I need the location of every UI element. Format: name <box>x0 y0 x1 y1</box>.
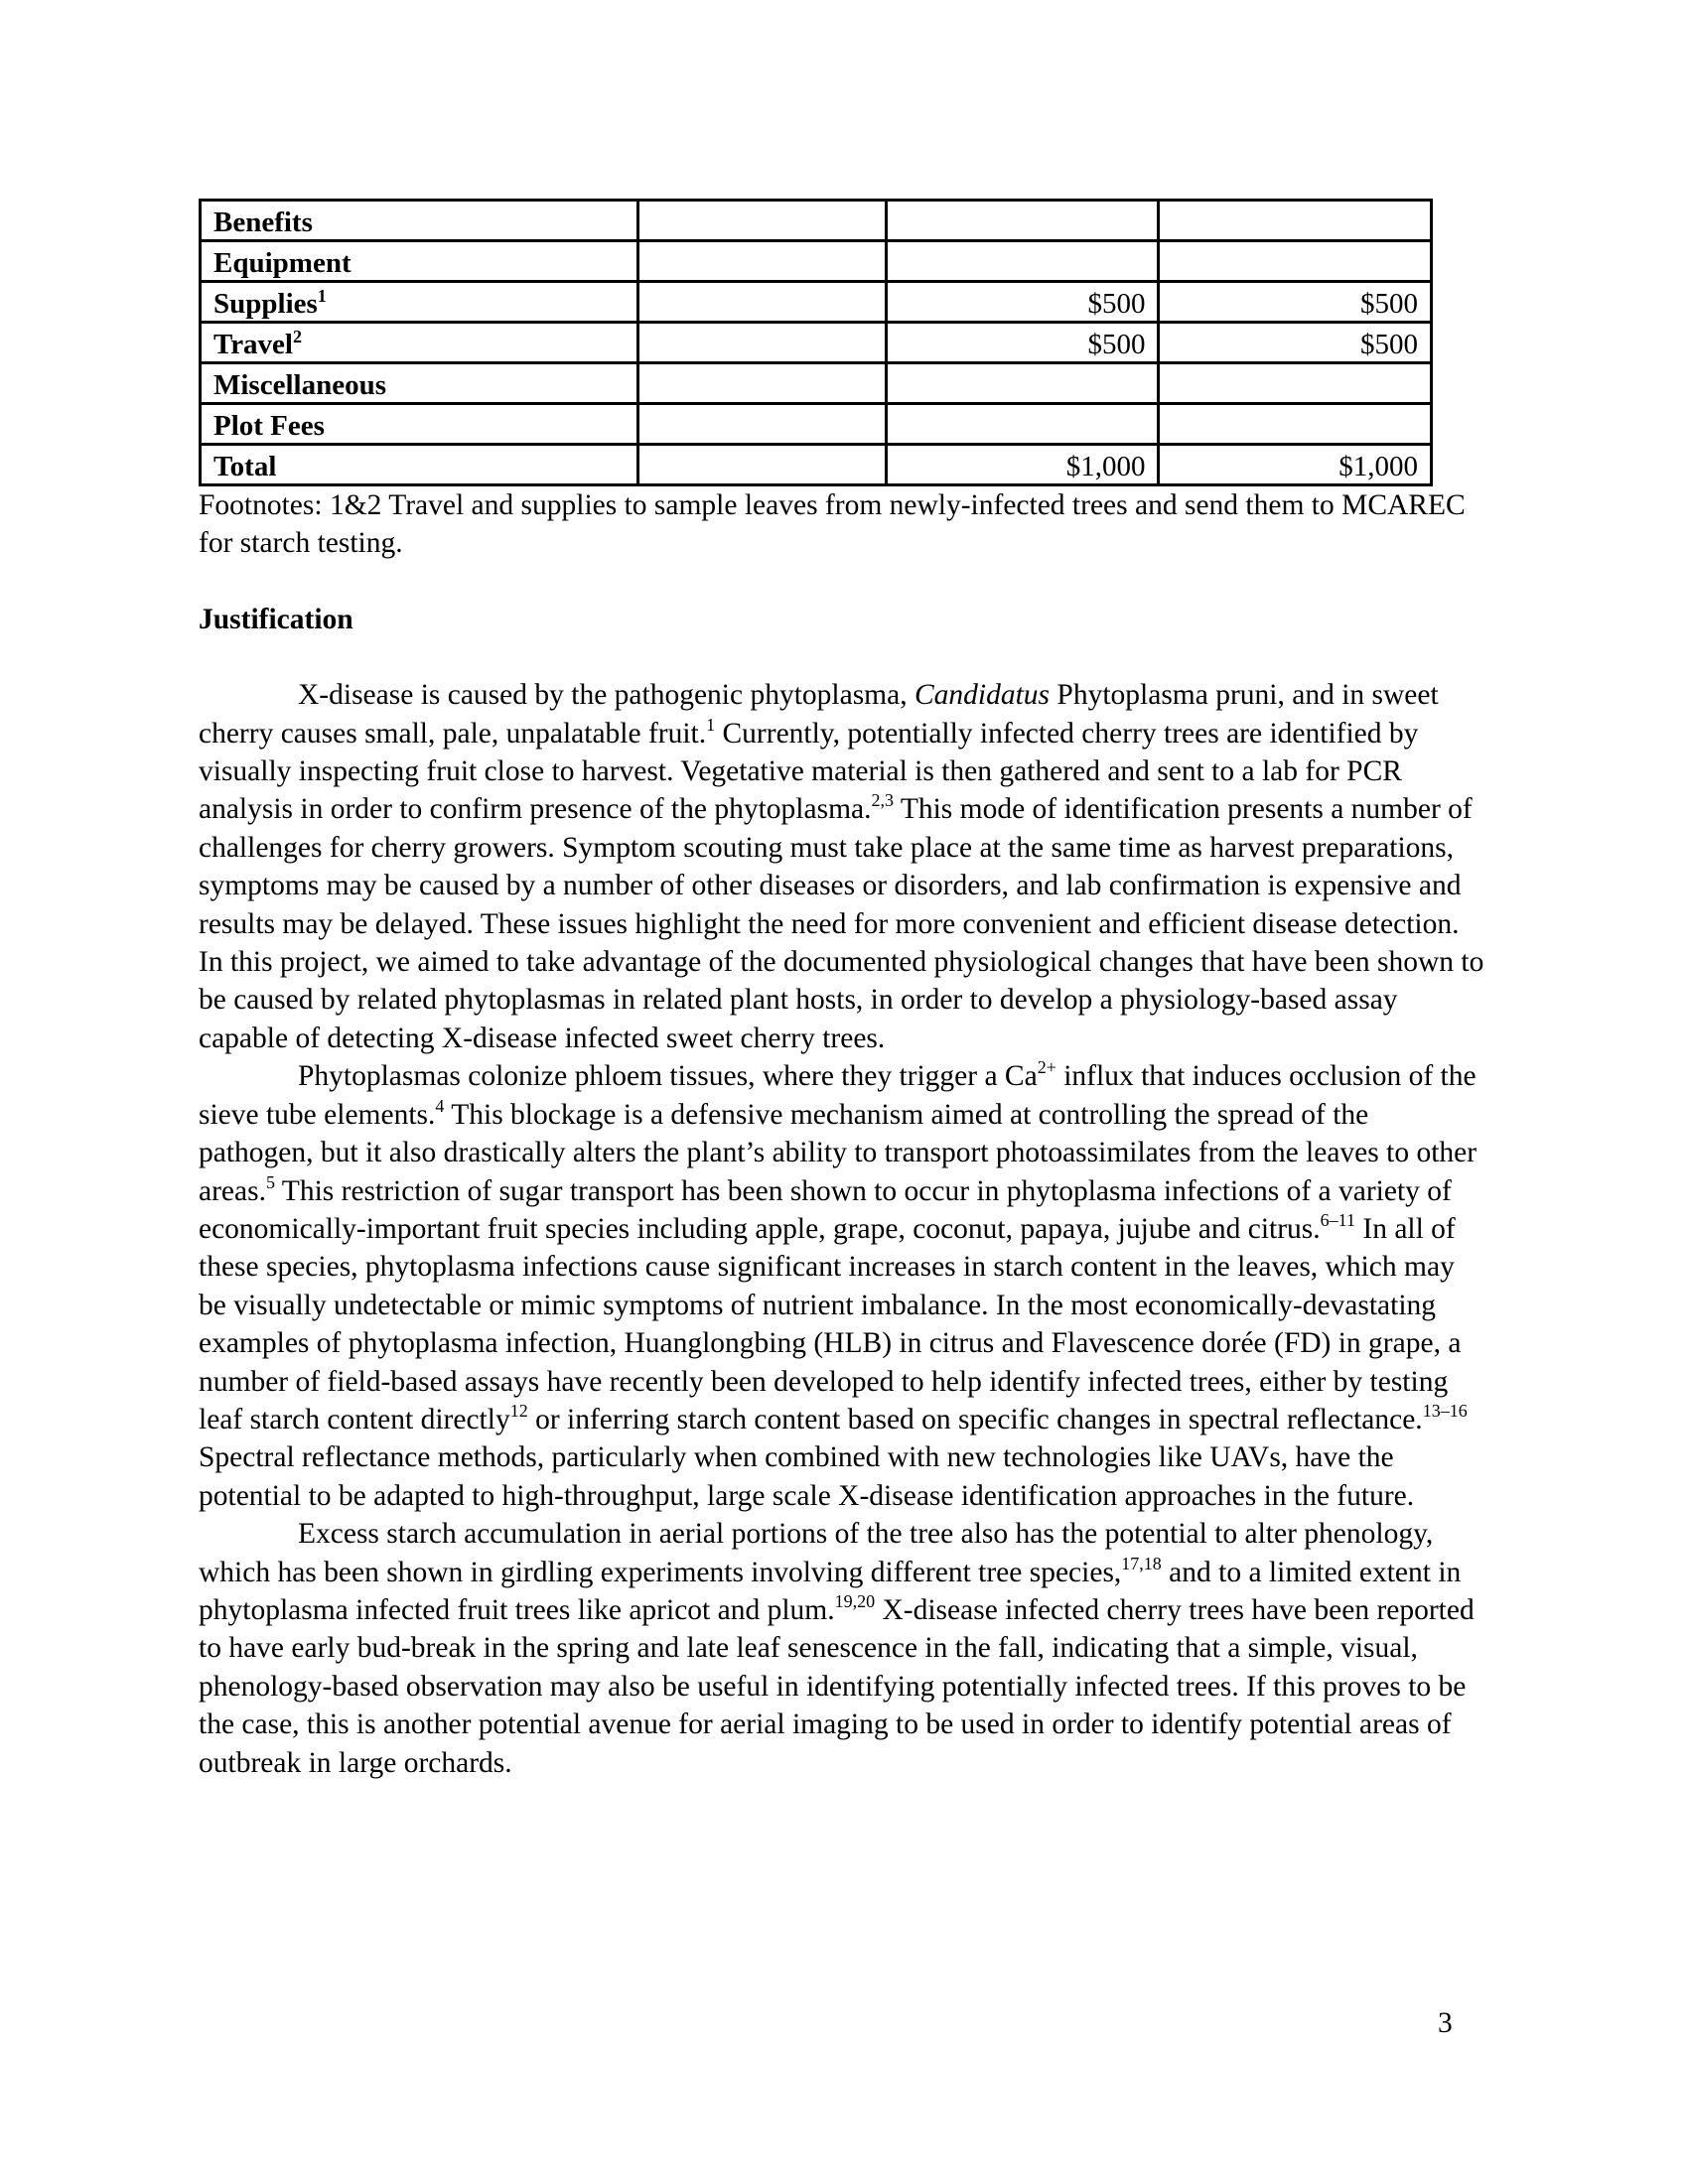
section-heading: Justification <box>199 603 353 635</box>
paragraph-2: Phytoplasmas colonize phloem tissues, where they trigger a $Ca^{2+}$ influx that induces occlusion of the sieve tube elements.$^4$ This blockage is a defensive mechanism aimed at controlling the spread of the pathogen, but it also drastically alters the plant’s ability to transport photoassimilates from the leaves to other areas.$^5$ This restriction of sugar transport has been shown to occur in phytoplasma infections of a variety of economically-important fruit species including apple, grape, coconut, papaya, jujube and citrus.$^{6-11}$ In all of these species, phytoplasma infections cause significant increases in starch content in the leaves, which may be visually undetectable or mimic symptoms of nutrient imbalance. In the most economically-devastating examples of phytoplasma infection, Huanglongbing (HLB) in citrus and Flavescence dorée (FD) in grape, a number of field-based assays have recently been developed to help identify infected trees, either by testing leaf starch content directly$^{12}$ or inferring starch content based on specific changes in spectral reflectance.$^{13-16}$ Spectral reflectance methods, particularly when combined with new technologies like UAVs, have the potential to be adapted to high-throughput, large scale X-disease identification approaches in the future. <box>199 1057 1477 1512</box>
paragraph-1: X-disease is caused by the pathogenic phytoplasma, Candidatus Phytoplasma pruni, and in sweet cherry causes small, pale, unpalatable fruit.$^1$ Currently, potentially infected cherry trees are identified by visually inspecting fruit close to harvest. Vegetative material is then gathered and sent to a lab for PCR analysis in order to confirm presence of the phytoplasma.$^{2,3}$ This mode of identification presents a number of challenges for cherry growers. Symptom scouting must take place at the same time as harvest preparations, symptoms may be caused by a number of other diseases or disorders, and lab confirmation is expensive and results may be delayed. These issues highlight the need for more convenient and efficient disease detection. In this project, we aimed to take advantage of the documented physiological changes that have been shown to be caused by related phytoplasmas in related plant hosts, in order to develop a physiology-based assay capable of detecting X-disease infected sweet cherry trees. <box>199 679 1484 1054</box>
row-label: Travel$^2$ <box>201 323 638 363</box>
table-row <box>201 363 1432 404</box>
row-label: Plot Fees <box>201 404 638 445</box>
footnote-marker: 2 <box>293 327 302 346</box>
table-cell: $500 <box>1159 282 1432 323</box>
superscript: 2+ <box>1037 1057 1056 1078</box>
table-cell: $1,000 <box>887 445 1159 485</box>
table-cell <box>1159 241 1432 282</box>
footnote-marker: 1 <box>317 286 327 306</box>
table-row <box>201 241 1432 282</box>
row-label: Total <box>201 445 638 485</box>
paragraph-3: Excess starch accumulation in aerial portions of the tree also has the potential to alter phenology, which has been shown in girdling experiments involving different tree species,$^{17,18}$ and to a limited extent in phytoplasma infected fruit trees like apricot and plum.$^{19,20}$ X-disease infected cherry trees have been reported to have early bud-break in the spring and late leaf senescence in the fall, indicating that a simple, visual, phenology-based observation may also be useful in identifying potentially infected trees. If this proves to be the case, this is another potential avenue for aerial imaging to be used in order to identify potential areas of outbreak in large orchards. <box>199 1518 1475 1779</box>
row-label: Benefits <box>201 201 638 241</box>
citation: 17,18 <box>1121 1553 1162 1573</box>
row-label: Miscellaneous <box>201 363 638 404</box>
citation: 4 <box>435 1095 445 1116</box>
citation: 19,20 <box>834 1590 876 1611</box>
table-row <box>201 282 1432 323</box>
citation: 5 <box>265 1171 275 1192</box>
table-cell <box>638 404 887 445</box>
table-cell: $500 <box>1159 323 1432 363</box>
italic-term: Candidatus <box>914 679 1051 712</box>
row-label: Equipment <box>201 241 638 282</box>
table-row <box>201 404 1432 445</box>
table-cell <box>1159 363 1432 404</box>
citation: 6–11 <box>1320 1209 1355 1230</box>
table-cell <box>638 201 887 241</box>
table-row <box>201 323 1432 363</box>
citation: 2,3 <box>871 790 894 811</box>
table-cell <box>887 241 1159 282</box>
table-cell: $500 <box>887 323 1159 363</box>
table-cell <box>887 363 1159 404</box>
table-cell <box>638 282 887 323</box>
table-cell <box>638 445 887 485</box>
table-row <box>201 201 1432 241</box>
table-cell <box>1159 404 1432 445</box>
table-cell <box>887 404 1159 445</box>
table-cell <box>1159 201 1432 241</box>
table-footnote: Footnotes: 1&2 Travel and supplies to sample leaves from newly-infected trees and send them to MCAREC for starch testing. <box>199 489 1466 560</box>
budget-table <box>199 199 1433 486</box>
row-label: Supplies$^1$ <box>201 282 638 323</box>
page-number: 3 <box>1438 2007 1453 2039</box>
citation: 13–16 <box>1422 1400 1468 1421</box>
table-cell: $1,000 <box>1159 445 1432 485</box>
table-cell: $500 <box>887 282 1159 323</box>
table-row-total <box>201 445 1432 485</box>
table-cell <box>638 241 887 282</box>
table-cell <box>638 363 887 404</box>
table-cell <box>638 323 887 363</box>
document-page <box>199 199 1489 1782</box>
citation: 12 <box>509 1400 528 1421</box>
table-cell <box>887 201 1159 241</box>
citation: 1 <box>706 714 716 735</box>
